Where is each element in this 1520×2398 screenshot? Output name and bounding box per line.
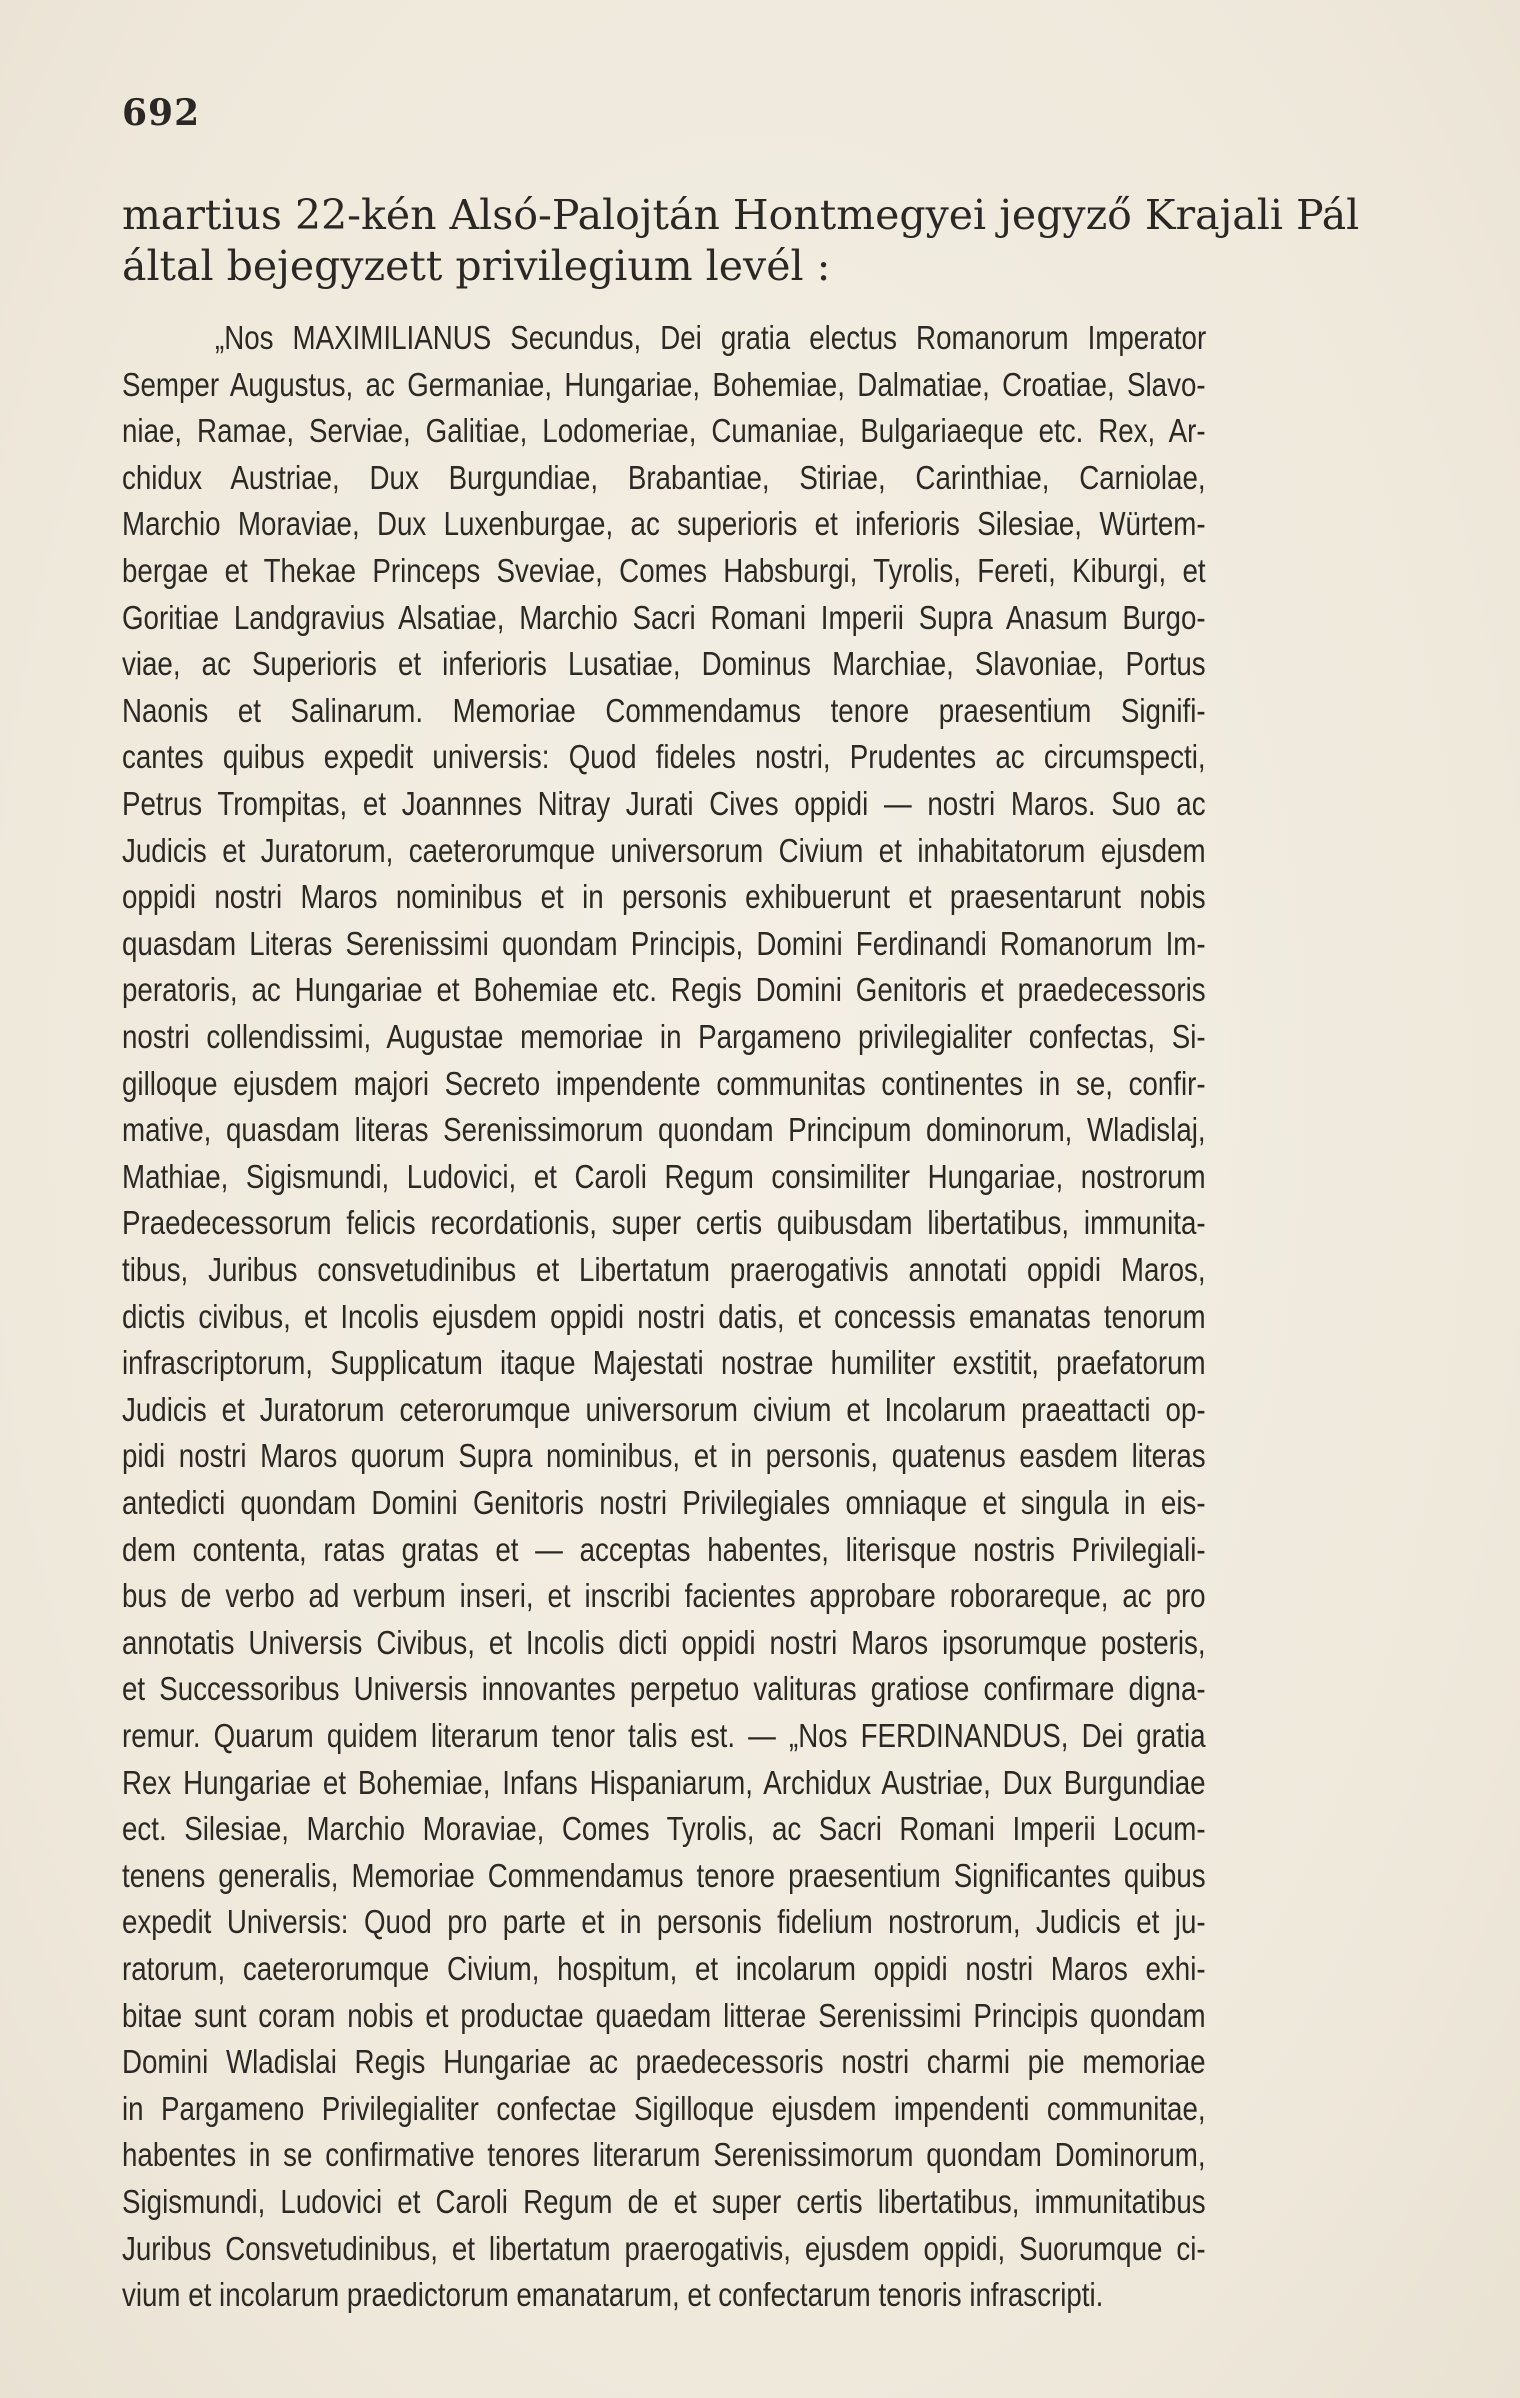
text-line: expedit Universis: Quod pro parte et in personis fidelium nostrorum, Judicis et ju- xyxy=(122,1903,1206,1941)
text-line: gilloque ejusdem majori Secreto impendente communitas continentes in se, confir- xyxy=(122,1064,1206,1102)
text-line: vium et incolarum praedictorum emanatarum, et confectarum tenoris infrascripti. xyxy=(122,2276,1104,2314)
text-line: nostri collendissimi, Augustae memoriae in Pargameno privilegialiter confectas, Si- xyxy=(122,1018,1206,1055)
text-line: Petrus Trompitas, et Joannnes Nitray Jurati Cives oppidi — nostri Maros. Suo ac xyxy=(122,785,1206,822)
text-line: ect. Silesiae, Marchio Moraviae, Comes Tyrolis, ac Sacri Romani Imperii Locum- xyxy=(122,1810,1206,1848)
text-line: dem contenta, ratas gratas et — acceptas habentes, literisque nostris Privilegiali- xyxy=(122,1530,1206,1568)
text-line: bitae sunt coram nobis et productae quaedam litterae Serenissimi Principis quondam xyxy=(122,1996,1206,2034)
text-line: oppidi nostri Maros nominibus et in personis exhibuerunt et praesentarunt nobis xyxy=(122,878,1206,916)
text-line: ratorum, caeterorumque Civium, hospitum, et incolarum oppidi nostri Maros exhi- xyxy=(122,1950,1206,1987)
text-line: cantes quibus expedit universis: Quod fideles nostri, Prudentes ac circumspecti, xyxy=(122,738,1206,776)
text-line: Judicis et Juratorum ceterorumque universorum civium et Incolarum praeattacti op- xyxy=(122,1390,1206,1428)
text-line: niae, Ramae, Serviae, Galitiae, Lodomeriae, Cumaniae, Bulgariaeque etc. Rex, Ar- xyxy=(122,412,1206,450)
text-line: chidux Austriae, Dux Burgundiae, Brabantiae, Stiriae, Carinthiae, Carniolae, xyxy=(122,458,1206,496)
text-line: mative, quasdam literas Serenissimorum quondam Principum dominorum, Wladislaj, xyxy=(122,1111,1206,1149)
text-line: viae, ac Superioris et inferioris Lusatiae, Dominus Marchiae, Slavoniae, Portus xyxy=(122,645,1206,683)
text-line: Mathiae, Sigismundi, Ludovici, et Caroli Regum consimiliter Hungariae, nostrorum xyxy=(122,1157,1206,1195)
text-line: Rex Hungariae et Bohemiae, Infans Hispaniarum, Archidux Austriae, Dux Burgundiae xyxy=(122,1763,1206,1801)
text-line: Semper Augustus, ac Germaniae, Hungariae, Bohemiae, Dalmatiae, Croatiae, Slavo- xyxy=(122,365,1206,403)
text-line: pidi nostri Maros quorum Supra nominibus, et in personis, quatenus easdem literas xyxy=(122,1437,1206,1475)
text-line: in Pargameno Privilegialiter confectae Sigilloque ejusdem impendenti communitae, xyxy=(122,2089,1206,2127)
text-line: infrascriptorum, Supplicatum itaque Majestati nostrae humiliter exstitit, praefatorum xyxy=(122,1344,1206,1382)
text-line: annotatis Universis Civibus, et Incolis dicti oppidi nostri Maros ipsorumque posteris, xyxy=(122,1623,1206,1661)
text-line: quasdam Literas Serenissimi quondam Principis, Domini Ferdinandi Romanorum Im- xyxy=(122,924,1206,962)
text-line: „Nos MAXIMILIANUS Secundus, Dei gratia electus Romanorum Imperator xyxy=(215,319,1207,356)
text-line: Goritiae Landgravius Alsatiae, Marchio Sacri Romani Imperii Supra Anasum Burgo- xyxy=(122,598,1206,636)
text-line: habentes in se confirmative tenores literarum Serenissimorum quondam Dominorum, xyxy=(122,2136,1206,2174)
heading-line: martius 22-kén Alsó-Palojtán Hontmegyei jegyző Krajali Pál xyxy=(122,191,1360,239)
text-line: bus de verbo ad verbum inseri, et inscribi facientes approbare roborareque, ac pro xyxy=(122,1577,1206,1615)
text-line: Judicis et Juratorum, caeterorumque universorum Civium et inhabitatorum ejusdem xyxy=(122,831,1206,869)
text-line: Praedecessorum felicis recordationis, super certis quibusdam libertatibus, immunita- xyxy=(122,1204,1206,1242)
text-line: dictis civibus, et Incolis ejusdem oppidi nostri datis, et concessis emanatas tenorum xyxy=(122,1297,1206,1335)
text-line: peratoris, ac Hungariae et Bohemiae etc. Regis Domini Genitoris et praedecessoris xyxy=(122,971,1206,1009)
text-line: Naonis et Salinarum. Memoriae Commendamus tenore praesentium Signifi- xyxy=(122,691,1206,729)
heading-line: által bejegyzett privilegium levél : xyxy=(122,242,831,290)
text-line: et Successoribus Universis innovantes perpetuo valituras gratiose confirmare digna- xyxy=(122,1670,1206,1708)
text-line: antedicti quondam Domini Genitoris nostri Privilegiales omniaque et singula in eis- xyxy=(122,1484,1206,1521)
text-line: Sigismundi, Ludovici et Caroli Regum de et super certis libertatibus, immunitatibus xyxy=(122,2183,1206,2220)
text-line: tenens generalis, Memoriae Commendamus tenore praesentium Significantes quibus xyxy=(122,1856,1206,1894)
text-line: tibus, Juribus consvetudinibus et Libertatum praerogativis annotati oppidi Maros, xyxy=(122,1251,1206,1288)
text-line: Marchio Moraviae, Dux Luxenburgae, ac superioris et inferioris Silesiae, Würtem- xyxy=(122,505,1206,543)
text-line: remur. Quarum quidem literarum tenor talis est. — „Nos FERDINANDUS, Dei gratia xyxy=(122,1717,1206,1754)
text-line: Domini Wladislai Regis Hungariae ac praedecessoris nostri charmi pie memoriae xyxy=(122,2043,1206,2081)
page-number: 692 xyxy=(122,92,201,134)
text-line: bergae et Thekae Princeps Sveviae, Comes Habsburgi, Tyrolis, Fereti, Kiburgi, et xyxy=(122,552,1206,589)
text-line: Juribus Consvetudinibus, et libertatum praerogativis, ejusdem oppidi, Suorumque ci- xyxy=(122,2229,1206,2267)
